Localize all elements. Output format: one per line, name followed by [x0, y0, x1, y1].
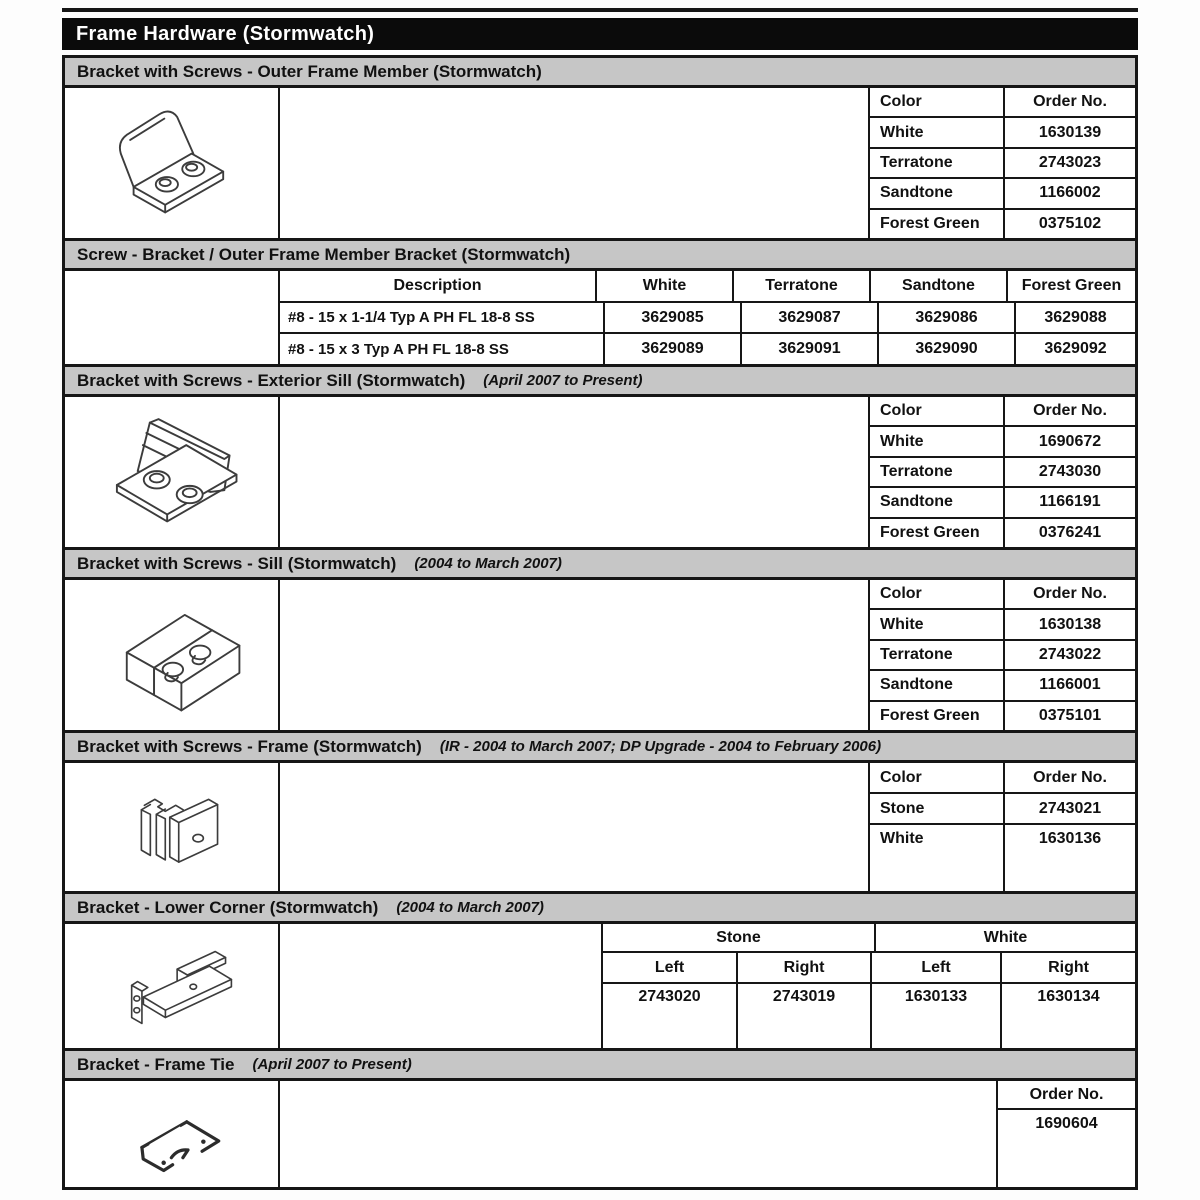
order-no-cell: 3629088: [1044, 308, 1107, 326]
order-no-header: Order No.: [1033, 585, 1107, 603]
section-title: Bracket with Screws - Sill (Stormwatch): [77, 553, 397, 573]
table-row: [870, 639, 1135, 669]
section-header: [65, 730, 1135, 763]
color-order-table: [868, 88, 1135, 238]
order-no-cell: 2743019: [738, 984, 872, 1048]
lower-corner-bracket-icon: [87, 931, 257, 1041]
order-no-cell: 2743020: [603, 984, 738, 1048]
section-title: Bracket - Lower Corner (Stormwatch): [77, 897, 379, 917]
table-header-row: [870, 88, 1135, 116]
section-exterior-sill: [65, 364, 1135, 547]
order-no-cell: 2743022: [1038, 646, 1102, 664]
table-row: [603, 982, 1135, 1048]
table-row: [870, 517, 1135, 547]
color-header: Color: [870, 580, 1005, 608]
table-row: [870, 608, 1135, 638]
color-header: Color: [870, 763, 1005, 792]
left-header: Left: [603, 953, 738, 982]
section-lower-corner: [65, 891, 1135, 1048]
color-cell: Forest Green: [870, 210, 1005, 238]
color-cell: Sandtone: [870, 671, 1005, 699]
table-row: [870, 116, 1135, 146]
order-no-cell: 0375102: [1038, 214, 1102, 232]
color-order-table: [868, 763, 1135, 891]
top-rule: [62, 8, 1138, 12]
color-cell: Terratone: [870, 458, 1005, 486]
empty-cell: [280, 397, 868, 547]
section-frame: [65, 730, 1135, 891]
group-header-row: [603, 924, 1135, 951]
section-header: [65, 1048, 1135, 1081]
section-header: [65, 364, 1135, 397]
section-screw-bracket: [65, 238, 1135, 364]
section-header: [65, 238, 1135, 271]
order-no-cell: 1166001: [1039, 676, 1101, 694]
color-header: Color: [870, 397, 1005, 425]
color-cell: White: [870, 610, 1005, 638]
section-frame-tie: [65, 1048, 1135, 1187]
table-row: [280, 332, 1135, 364]
right-header: Right: [738, 953, 872, 982]
illustration-cell: [65, 1081, 280, 1187]
color-cell: White: [870, 427, 1005, 455]
empty-cell: [280, 88, 868, 238]
illustration-cell: [65, 397, 280, 547]
order-no-cell: 3629089: [605, 334, 742, 364]
frame-bracket-icon: [92, 771, 252, 883]
table-header-row: [870, 763, 1135, 792]
table-header-row: [280, 271, 1135, 301]
illustration-cell: [65, 88, 280, 238]
illustration-cell: [65, 763, 280, 891]
order-no-cell: 1630134: [1037, 988, 1100, 1005]
section-date-note: (2004 to March 2007): [396, 899, 544, 916]
left-header: Left: [872, 953, 1002, 982]
table-row: [870, 147, 1135, 177]
order-no-cell: 1690604: [998, 1108, 1135, 1187]
frame-tie-order-table: [996, 1081, 1135, 1187]
color-order-table: [868, 580, 1135, 730]
outer-frame-member-bracket-icon: [82, 99, 262, 227]
section-date-note: (April 2007 to Present): [483, 372, 643, 389]
empty-cell: [280, 924, 601, 1048]
white-header: White: [597, 271, 734, 301]
order-no-cell: 3629085: [605, 303, 742, 333]
section-date-note: (2004 to March 2007): [414, 555, 562, 572]
sandtone-header: Sandtone: [871, 271, 1008, 301]
description-header: Description: [280, 271, 597, 301]
order-no-cell: 0376241: [1038, 523, 1102, 541]
color-cell: Sandtone: [870, 179, 1005, 207]
order-no-cell: 3629087: [742, 303, 879, 333]
section-title: Bracket - Frame Tie: [77, 1054, 235, 1074]
stone-group-header: Stone: [603, 924, 876, 951]
exterior-sill-bracket-icon: [79, 407, 264, 537]
order-no-header: Order No.: [1033, 768, 1107, 786]
color-cell: Forest Green: [870, 519, 1005, 547]
illustration-cell: [65, 271, 280, 364]
catalog-table: [62, 8, 1138, 1190]
order-no-header: Order No.: [1033, 402, 1107, 420]
table-header-row: [870, 580, 1135, 608]
order-no-cell: 2743021: [1038, 799, 1102, 817]
order-no-cell: 3629086: [879, 303, 1016, 333]
order-no-cell: 1630139: [1038, 123, 1102, 141]
section-title: Bracket with Screws - Exterior Sill (Stormwatch): [77, 370, 466, 390]
order-no-cell: 0375101: [1038, 706, 1102, 724]
sections-container: [62, 55, 1138, 1190]
section-header: [65, 547, 1135, 580]
table-row: [870, 700, 1135, 730]
table-row: [870, 792, 1135, 823]
section-title: Bracket with Screws - Frame (Stormwatch): [77, 736, 422, 756]
section-date-note: (April 2007 to Present): [252, 1056, 412, 1073]
table-header-row: [870, 397, 1135, 425]
color-order-table: [868, 397, 1135, 547]
order-no-cell: 2743030: [1038, 463, 1102, 481]
page-title: Frame Hardware (Stormwatch): [62, 18, 1138, 50]
empty-cell: [280, 580, 868, 730]
table-row: [870, 177, 1135, 207]
sill-bracket-icon: [82, 591, 262, 719]
order-no-cell: 3629090: [879, 334, 1016, 364]
table-row: [870, 669, 1135, 699]
color-cell: Terratone: [870, 149, 1005, 177]
color-cell: Forest Green: [870, 702, 1005, 730]
forest-green-header: Forest Green: [1021, 276, 1122, 294]
color-cell: White: [870, 825, 1005, 891]
terratone-header: Terratone: [734, 271, 871, 301]
section-title: Bracket with Screws - Outer Frame Member (Stormwatch): [77, 61, 542, 81]
frame-tie-bracket-icon: [92, 1086, 252, 1182]
illustration-cell: [65, 580, 280, 730]
table-row: [280, 301, 1135, 333]
right-header: Right: [1048, 958, 1089, 976]
color-cell: White: [870, 118, 1005, 146]
table-row: [870, 823, 1135, 891]
order-no-cell: 1690672: [1038, 432, 1102, 450]
order-no-cell: 1630133: [872, 984, 1002, 1048]
description-cell: #8 - 15 x 1-1/4 Typ A PH FL 18-8 SS: [280, 303, 605, 333]
white-group-header: White: [983, 928, 1028, 946]
order-no-cell: 2743023: [1038, 154, 1102, 172]
color-cell: Sandtone: [870, 488, 1005, 516]
table-row: [870, 425, 1135, 455]
lower-corner-order-table: [601, 924, 1135, 1048]
order-no-cell: 1166191: [1039, 493, 1101, 511]
order-no-cell: 1166002: [1039, 184, 1101, 202]
section-outer-frame-member: [65, 58, 1135, 238]
color-cell: Terratone: [870, 641, 1005, 669]
empty-cell: [280, 1081, 996, 1187]
section-header: [65, 58, 1135, 88]
order-no-cell: 3629091: [742, 334, 879, 364]
screw-order-table: [280, 271, 1135, 364]
order-no-cell: 1630138: [1038, 615, 1102, 633]
illustration-cell: [65, 924, 280, 1048]
order-no-header: Order No.: [1033, 93, 1107, 111]
color-cell: Stone: [870, 794, 1005, 823]
description-cell: #8 - 15 x 3 Typ A PH FL 18-8 SS: [280, 334, 605, 364]
order-no-header: Order No.: [1029, 1085, 1104, 1103]
color-header: Color: [870, 88, 1005, 116]
section-title: Screw - Bracket / Outer Frame Member Bracket (Stormwatch): [77, 244, 571, 264]
table-row: [870, 208, 1135, 238]
empty-cell: [280, 763, 868, 891]
order-no-cell: 1630136: [1038, 830, 1102, 847]
table-row: [870, 456, 1135, 486]
section-date-note: (IR - 2004 to March 2007; DP Upgrade - 2004 to February 2006): [439, 738, 882, 755]
order-no-cell: 3629092: [1044, 340, 1107, 358]
section-sill: [65, 547, 1135, 730]
section-header: [65, 891, 1135, 924]
sub-header-row: [603, 951, 1135, 982]
table-row: [870, 486, 1135, 516]
